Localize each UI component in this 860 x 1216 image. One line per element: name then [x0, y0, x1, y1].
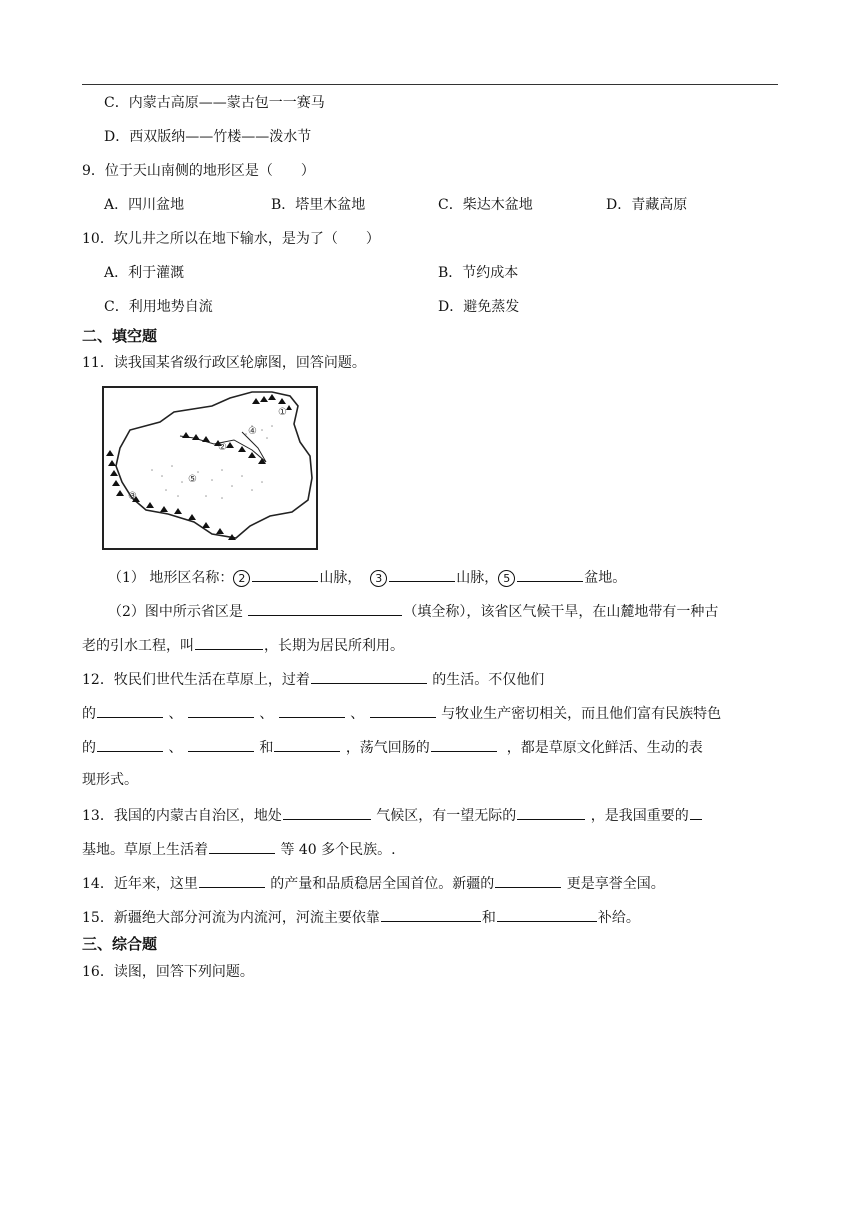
q9-option-c: C．柴达木盆地: [438, 197, 533, 213]
dun-2: 、: [259, 706, 274, 722]
text-pendi: 盆地。: [584, 570, 627, 586]
q12-line1: [82, 668, 544, 690]
q8-option-d: D．西双版纳——竹楼——泼水节: [104, 129, 312, 145]
q13-l1-a: 13．我国的内蒙古自治区，地处: [82, 808, 282, 824]
q9-option-b: B．塔里木盆地: [271, 197, 366, 213]
q12-l3-mid: ，荡气回肠的: [345, 740, 430, 756]
q11-part1: [108, 566, 626, 588]
q15-b: 和: [481, 910, 496, 926]
q15-c: 补给。: [597, 910, 640, 926]
blank-mountain-2[interactable]: [252, 566, 318, 582]
q10-option-b: B．节约成本: [438, 265, 519, 281]
blank-q12-6[interactable]: [188, 736, 254, 752]
map-label-5: ⑤: [188, 474, 197, 485]
q11-part1-prefix: （1） 地形区名称：: [108, 570, 234, 586]
blank-q12-3[interactable]: [279, 702, 345, 718]
q13-line2: [82, 838, 396, 860]
q11-part2-d: ，长期为居民所利用。: [264, 638, 404, 654]
province-outline-map: [102, 386, 318, 550]
blank-mountain-3[interactable]: [389, 566, 455, 582]
dun-1: 、: [168, 706, 183, 722]
q12-l1-a: 12．牧民们世代生活在草原上，过着: [82, 672, 310, 688]
q11-part2-c: 老的引水工程，叫: [82, 638, 194, 654]
q14-c: 更是享誉全国。: [566, 876, 665, 892]
q16-stem: 16．读图，回答下列问题。: [82, 964, 254, 980]
map-label-3: ③: [128, 491, 137, 502]
q10-option-d: D．避免蒸发: [438, 299, 520, 315]
q12-line3: [82, 736, 703, 758]
q10-option-c: C．利用地势自流: [104, 299, 213, 315]
blank-q15-2[interactable]: [497, 906, 597, 922]
circled-3-icon: 3: [370, 570, 387, 587]
blank-q14-1[interactable]: [199, 872, 265, 888]
q12-line4: 现形式。: [82, 772, 138, 788]
blank-basin-5[interactable]: [517, 566, 583, 582]
q12-l2-end: 与牧业生产密切相关，而且他们富有民族特色: [441, 706, 722, 722]
blank-lifestyle[interactable]: [311, 668, 427, 684]
blank-q14-2[interactable]: [495, 872, 561, 888]
blank-q12-4[interactable]: [370, 702, 436, 718]
blank-ethnic-group[interactable]: [209, 838, 275, 854]
he-1: 和: [259, 740, 274, 756]
map-label-1: ①: [278, 407, 287, 418]
q13-l1-c: ，是我国重要的: [590, 808, 689, 824]
q12-de-1: 的: [82, 706, 96, 722]
blank-q12-2[interactable]: [188, 702, 254, 718]
circled-2-icon: 2: [233, 570, 250, 587]
q14-a: 14．近年来，这里: [82, 876, 198, 892]
blank-q12-1[interactable]: [97, 702, 163, 718]
dun-4: 、: [168, 740, 183, 756]
q12-line2: [82, 702, 721, 724]
q14-b: 的产量和品质稳居全国首位。新疆的: [270, 876, 495, 892]
header-rule: [82, 84, 778, 85]
blank-q12-8[interactable]: [431, 736, 497, 752]
q12-l3-end: ，都是草原文化鲜活、生动的表: [506, 740, 703, 756]
q15-a: 15．新疆绝大部分河流为内流河，河流主要依靠: [82, 910, 380, 926]
q12-l1-b: 的生活。不仅他们: [432, 672, 545, 688]
q11-stem: 11．读我国某省级行政区轮廓图，回答问题。: [82, 355, 366, 371]
blank-base[interactable]: [690, 804, 702, 820]
section-heading-fill-blank: 二、填空题: [82, 327, 158, 345]
q9-option-d: D．青藏高原: [606, 197, 688, 213]
blank-province[interactable]: [248, 600, 402, 616]
q13-l2-b: 等 40 多个民族。.: [280, 842, 396, 858]
q11-part2-line2: [82, 634, 404, 656]
q14-line: [82, 872, 665, 894]
text-shanmai-1: 山脉，: [319, 570, 362, 586]
section-heading-comprehensive: 三、综合题: [82, 935, 158, 953]
q13-line1: [82, 804, 703, 826]
map-label-4: ④: [248, 426, 257, 437]
q9-option-a: A．四川盆地: [104, 197, 185, 213]
q13-l2-a: 基地。草原上生活着: [82, 842, 208, 858]
blank-q15-1[interactable]: [381, 906, 481, 922]
q11-part2-b: （填全称），该省区气候干旱，在山麓地带有一种古: [403, 604, 719, 620]
dun-3: 、: [350, 706, 365, 722]
q12-de-2: 的: [82, 740, 96, 756]
blank-q12-5[interactable]: [97, 736, 163, 752]
blank-climate-zone[interactable]: [283, 804, 371, 820]
q10-option-a: A．利于灌溉: [104, 265, 185, 281]
q11-part2-a: （2）图中所示省区是: [108, 604, 243, 620]
q11-part2: [108, 600, 718, 622]
q15-line: [82, 906, 640, 928]
q9-stem: 9．位于天山南侧的地形区是（ ）: [82, 163, 315, 179]
q8-option-c: C．内蒙古高原——蒙古包一一赛马: [104, 95, 325, 111]
q13-l1-b: 气候区，有一望无际的: [376, 808, 517, 824]
blank-q12-7[interactable]: [274, 736, 340, 752]
circled-5-icon: 5: [498, 570, 515, 587]
blank-grassland[interactable]: [517, 804, 585, 820]
q10-stem: 10．坎儿井之所以在地下输水，是为了（ ）: [82, 231, 380, 247]
blank-irrigation[interactable]: [195, 634, 263, 650]
map-label-2: ②: [218, 442, 227, 453]
text-shanmai-2: 山脉，: [456, 570, 499, 586]
